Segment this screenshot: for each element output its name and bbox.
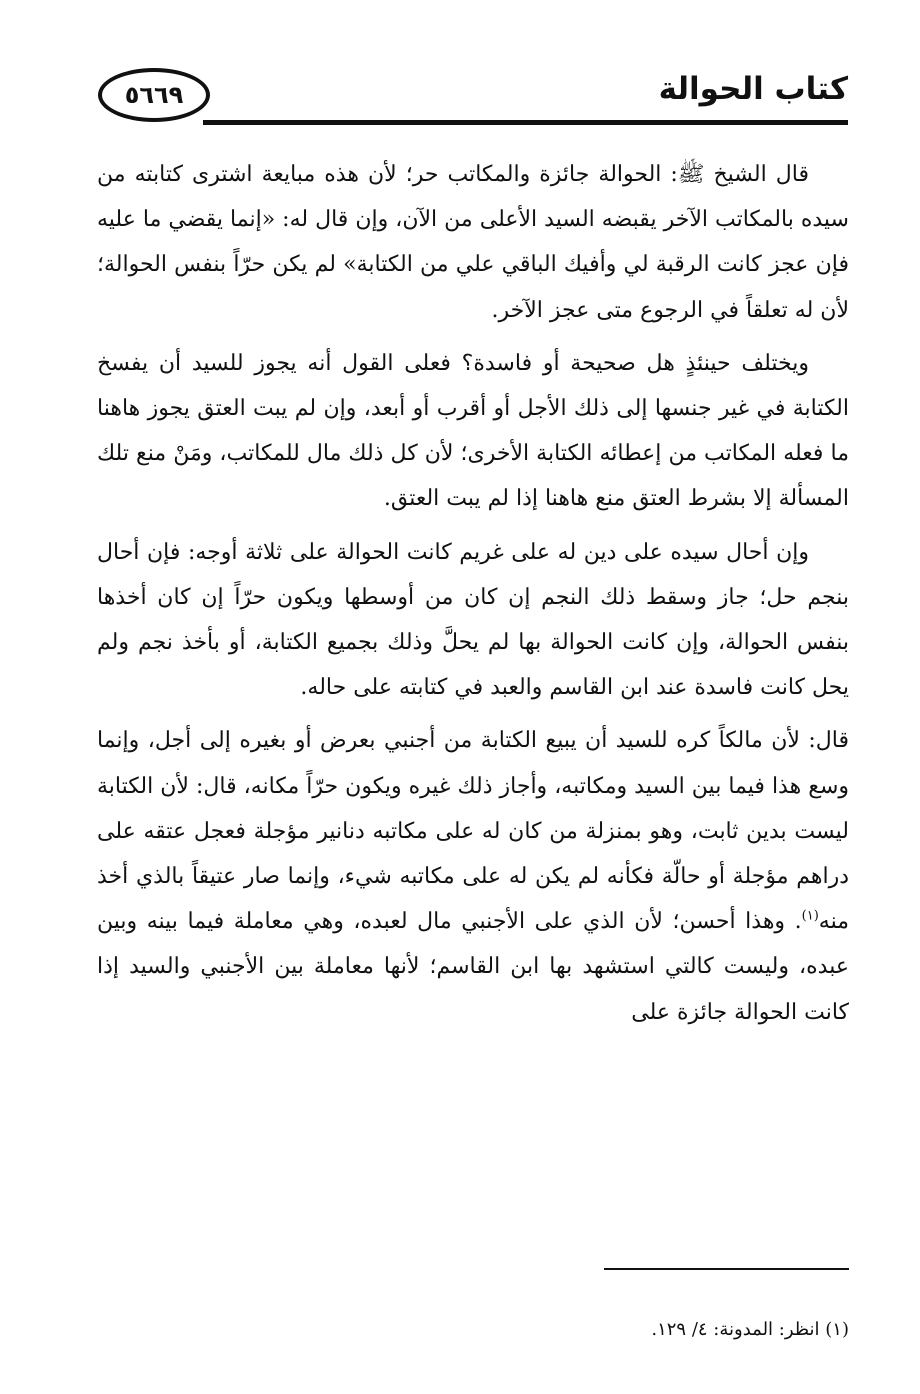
footnote: (١) انظر: المدونة: ٤/ ١٢٩.	[651, 1319, 849, 1340]
paragraph-1: قال الشيخ ﷺ: الحوالة جائزة والمكاتب حر؛ لأن هذه مبايعة اشترى كتابته من سيده بالمكاتب الآخر يقبضه السيد الأعلى من الآن، وإن قال له: «إنما يقضي ما عليه فإن عجز كانت الرقبة لي وأفيك الباقي علي من الكتابة» لم يكن حرّاً بنفس الحوالة؛ لأن له تعلقاً في الرجوع متى عجز الآخر.	[97, 162, 849, 323]
paragraph-4	[97, 718, 849, 1034]
page-number: ٥٦٦٩	[124, 81, 184, 109]
body-text	[97, 152, 849, 1043]
paragraph-3: وإن أحال سيده على دين له على غريم كانت الحوالة على ثلاثة أوجه: فإن أحال بنجم حل؛ جاز وسقط ذلك النجم إن كان من أوسطها ويكون حرّاً إن كان أخذها بنفس الحوالة، وإن كانت الحوالة بها لم يحلَّ وذلك بجميع الكتابة، أو بأخذ نجم ولم يحل كانت فاسدة عند ابن القاسم والعبد في كتابته على حاله.	[97, 539, 849, 701]
paragraph-4-text-start: قال: لأن مالكاً كره للسيد أن يبيع الكتابة من أجنبي بعرض أو بغيره إلى أجل، وإنما وسع هذا فيما بين السيد ومكاتبه، وأجاز ذلك غيره ويكون حرّاً مكانه، قال: لأن الكتابة ليست بدين ثابت، وهو بمنزلة من كان له على مكاتبه دنانير مؤجلة فعجل عتقه على دراهم مؤجلة أو حالّة فكأنه لم يكن له على مكاتبه شيء، وإنما صار عتيقاً بالذي أخذ منه	[97, 728, 849, 935]
page-header	[98, 66, 848, 128]
page-number-frame	[98, 68, 210, 122]
book-title: كتاب الحوالة	[658, 71, 848, 107]
footnote-reference[interactable]: (١)	[801, 908, 819, 924]
paragraph-4-text-end: . وهذا أحسن؛ لأن الذي على الأجنبي مال لعبده، وهي معاملة فيما بينه وبين عبده، وليست كالتي استشهد بها ابن القاسم؛ لأنها معاملة بين الأجنبي والسيد إذا كانت الحوالة جائزة على	[97, 909, 849, 1025]
paragraph-2: ويختلف حينئذٍ هل صحيحة أو فاسدة؟ فعلى القول أنه يجوز للسيد أن يفسخ الكتابة في غير جنسها إلى ذلك الأجل أو أقرب أو أبعد، وإن لم يبت العتق يجوز هاهنا ما فعله المكاتب من إعطائه الكتابة الأخرى؛ لأن كل ذلك مال للمكاتب، ومَنْ منع تلك المسألة إلا بشرط العتق منع هاهنا إذا لم يبت العتق.	[97, 350, 849, 512]
footnote-divider	[604, 1268, 849, 1270]
header-rule	[203, 120, 848, 125]
